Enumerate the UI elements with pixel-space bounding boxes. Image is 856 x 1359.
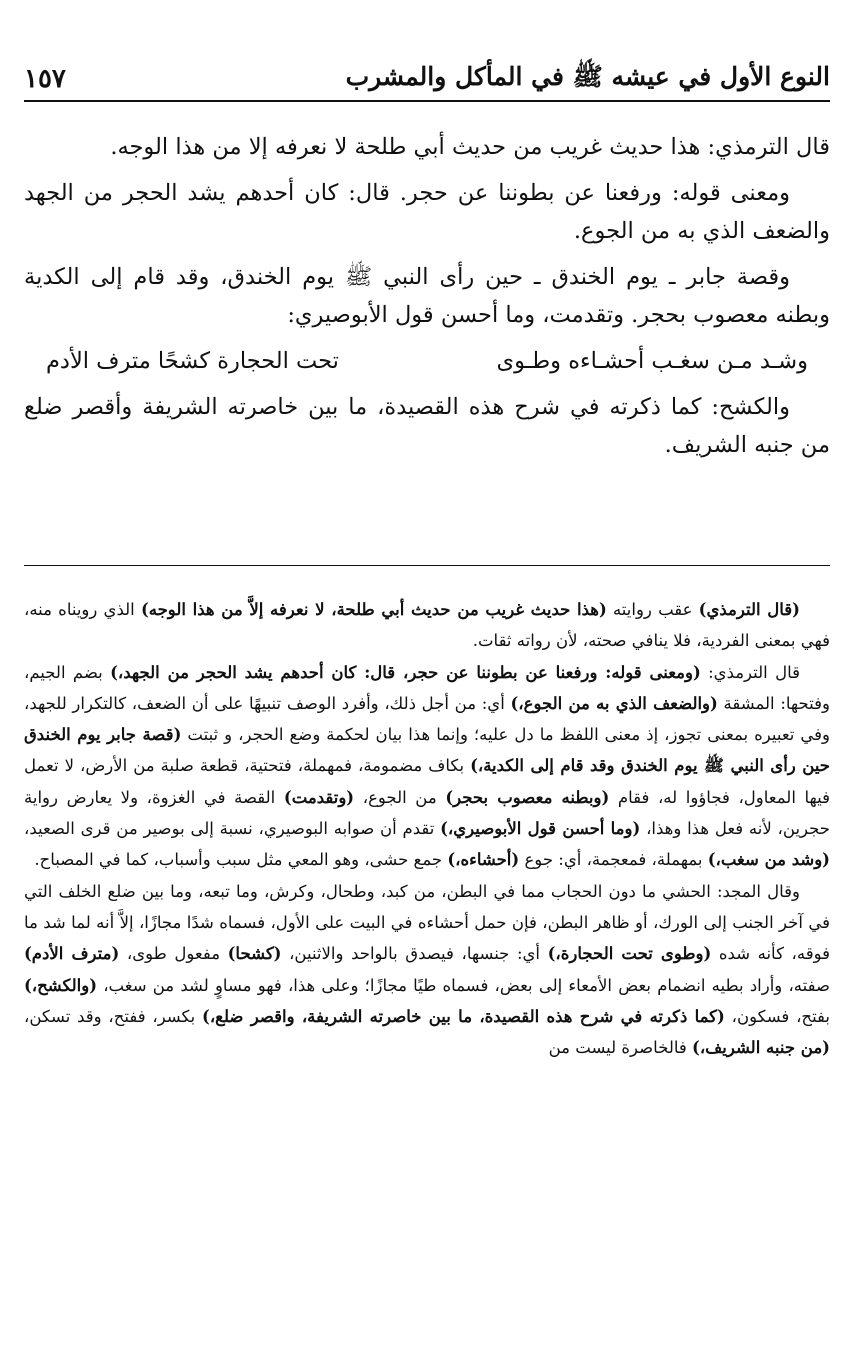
commentary-quoted-text: (هذا حديث غريب من حديث أبي طلحة، لا نعرفه إلاَّ من هذا الوجه): [140, 600, 607, 619]
main-paragraph-4: والكشح: كما ذكرته في شرح هذه القصيدة، ما بين خاصرته الشريفة وأقصر ضلع من جنبه الشريف.: [24, 394, 830, 458]
main-text: [24, 128, 830, 472]
commentary-text-run: بكاف مضمومة، فمهملة، فتحتية، قطعة صلبة من الأرض، لا تعمل فيها المعاول، فجاؤوا له، فقام: [24, 756, 831, 807]
commentary-text: [24, 594, 830, 1063]
commentary-quoted-text: (وطوى تحت الحجارة،): [547, 944, 712, 964]
commentary-quoted-text: (وما أحسن قول الأبوصيري،): [440, 819, 641, 839]
commentary-text-run: بضم الجيم، وفتحها: المشقة: [24, 662, 830, 713]
commentary-text-run: من الجوع،: [354, 787, 446, 807]
commentary-text-run: صفته، وأراد بطيه انضمام بعض الأمعاء إلى بعض، فسماه طيًا مجازًا؛ وعلى هذا، فهو مساوٍ لشد من سغب،: [97, 975, 830, 995]
commentary-text-run: تقدم أن صوابه البوصيري، نسبة إلى بوصير من قرى الصعيد،: [24, 819, 441, 839]
commentary-quoted-text: (من جنبه الشريف،): [692, 1038, 830, 1058]
commentary-quoted-text: (والضعف الذي به من الجوع،): [510, 693, 718, 713]
main-paragraph-1: قال الترمذي: هذا حديث غريب من حديث أبي طلحة لا نعرفه إلا من هذا الوجه.: [110, 134, 830, 160]
commentary-quoted-text: (قصة جابر يوم الخندق حين رأى النبي ﷺ يوم الخندق وقد قام إلى الكدية،): [24, 725, 831, 776]
commentary-paragraph-1: [24, 594, 830, 657]
commentary-quoted-text: (وشد من سغب،): [707, 850, 830, 870]
book-page: [24, 0, 830, 1359]
commentary-quoted-text: (ومعنى قوله: ورفعنا عن بطوننا عن حجر، قال: كان أحدهم يشد الحجر من الجهد،): [110, 662, 701, 682]
commentary-text-run: بفتح، فسكون،: [724, 1006, 830, 1026]
commentary-quoted-text: (مترف الأدم): [24, 944, 120, 964]
verse-first-hemistich: وشـد مـن سغـب أحشـاءه وطـوى: [496, 348, 808, 374]
commentary-text-run: الذي رويناه منه، فهي بمعنى الفردية، فلا ينافي صحته، لأن رواته ثقات.: [24, 600, 830, 651]
header-title: النوع الأول في عيشه ﷺ في المأكل والمشرب: [345, 61, 830, 91]
commentary-paragraph-3: [24, 876, 830, 1064]
main-paragraph-3: وقصة جابر ـ يوم الخندق ـ حين رأى النبي ﷺ يوم الخندق، وقد قام إلى الكدية وبطنه معصوب بحجر. وتقدمت، وما أحسن قول الأبوصيري:: [24, 264, 830, 328]
running-header: [24, 58, 830, 102]
commentary-quoted-text: (والكشح،): [24, 975, 98, 995]
commentary-quoted-text: (قال الترمذي): [698, 600, 800, 619]
commentary-text-run: بكسر، ففتح، وقد تسكن،: [24, 1006, 203, 1026]
commentary-paragraph-2: [24, 657, 830, 876]
commentary-quoted-text: (وتقدمت): [283, 787, 355, 807]
commentary-text-run: جمع حشى، وهو المعي مثل سبب وأسباب، كما في المصباح.: [34, 850, 448, 870]
commentary-text-run: قال الترمذي:: [700, 662, 800, 682]
commentary-text-run: عقب روايته: [606, 600, 699, 619]
commentary-text-run: أي: جنسها، فيصدق بالواحد والاثنين،: [281, 944, 548, 964]
commentary-text-run: مفعول طوى،: [119, 944, 228, 964]
commentary-text-run: أي: من أجل ذلك، وأفرد الوصف تنبيهًا على أن الضعف، كالتكرار للجهد، وفي تعبيره بمعنى تجوز، إذ معنى اللفظ ما دل عليه؛ وإنما هذا بيان لحكمة وضع الحجر، و ثبتت: [24, 693, 830, 745]
commentary-text-run: القصة في الغزوة، ولا يعارض رواية حجرين، لأنه فعل هذا وهذا،: [24, 787, 830, 839]
commentary-quoted-text: (كما ذكرته في شرح هذه القصيدة، ما بين خاصرته الشريفة، واقصر ضلع،): [202, 1006, 725, 1026]
main-paragraph-2: ومعنى قوله: ورفعنا عن بطوننا عن حجر. قال: كان أحدهم يشد الحجر من الجهد والضعف الذي به من الجوع.: [24, 180, 830, 244]
commentary-quoted-text: (وبطنه معصوب بحجر): [445, 787, 610, 807]
commentary-text-run: وقال المجد: الحشي ما دون الحجاب مما في البطن، من كبد، وطحال، وكرش، وما تبعه، وما بين ضلع الخلف التي في آخر الجنب إلى الورك، أو ظاهر البطن، فإن حمل أحشاءه في البيت على الأول، فسماه شدًا مجازًا، إلاَّ أنه لما شد ما فوقه، كأنه شده: [24, 881, 830, 964]
commentary-quoted-text: (أحشاءه،): [447, 850, 520, 870]
commentary-quoted-text: (كشحا): [227, 944, 282, 964]
commentary-text-run: بمهملة، فمعجمة، أي: جوع: [519, 850, 708, 870]
footnote-separator: [24, 565, 830, 566]
poetry-verse: [24, 342, 830, 380]
verse-second-hemistich: تحت الحجارة كشحًا مترف الأدم: [46, 348, 339, 374]
commentary-text-run: فالخاصرة ليست من: [548, 1038, 693, 1058]
page-number: ١٥٧: [24, 64, 66, 94]
